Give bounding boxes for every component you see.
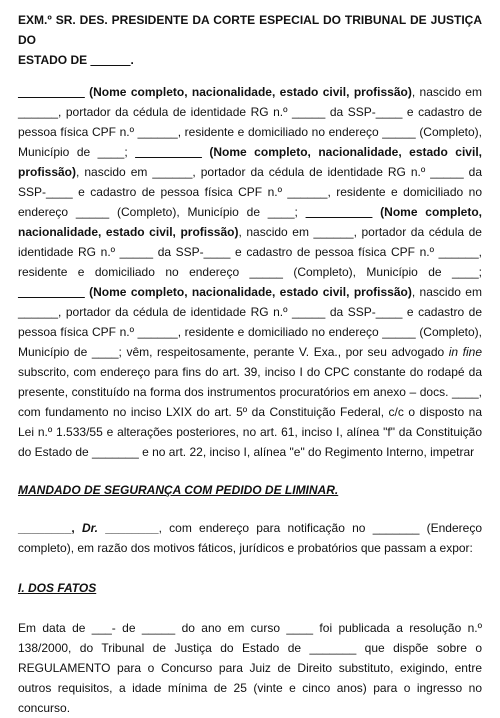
legal-basis-text: subscrito, com endereço para fins do art. 39, inciso I do CPC constante do rodapé da presente, constituído na forma dos instrumentos procuratórios em anexo – docs. ____, com fundamento no inciso LXIX do art. 5º da Constituição Federal, c/c o disposto na Lei n.º 1.533/55 e alterações posteriores, no art. 61, inciso I, alínea "f" da Constituição do Estado de _______ e no art. 22, inciso I, alínea "e" do Regimento Interno, impetrar [18,365,482,459]
party-details: , nascido em ______, portador da cédula de identidade RG n.º _____ da SSP-____ e cadastro de pessoa física CPF n.º ______, residente e domiciliado no endereço _____ (Completo), Município de ____; vêm, respeitosamente, perante V. Exa., por seu advogado [18,285,482,359]
section-heading-dos-fatos: I. DOS FATOS [18,581,97,595]
facts-paragraph: Em data de ___- de _____ do ano em curso ____ foi publicada a resolução n.º 138/2000, do Tribunal de Justiça do Estado de _______ que dispõe sobre o REGULAMENTO para o Concurso para Juiz de Direito substituto, exigindo, entre outros requisitos, a idade mínima de 25 (vinte e cinco anos) para o ingresso no concurso. [18,621,482,715]
party-details: , nascido em ______, portador da cédula de identidade RG n.º _____ da SSP-____ e cadastro de pessoa física CPF n.º ______, residente e domiciliado no endereço _____ (Completo), Município de ____; [18,225,482,279]
state-blank: ______ [90,53,131,67]
header-line-1: EXM.º SR. DES. PRESIDENTE DA CORTE ESPECIAL DO TRIBUNAL DE JUSTIÇA DO [18,13,482,47]
party-details: , nascido em ______, portador da cédula de identidade RG n.º _____ da SSP-____ e cadastro de pessoa física CPF n.º ______, residente e domiciliado no endereço _____ (Completo), Município de ____; [18,85,482,159]
party-descriptor: (Nome completo, nacionalidade, estado civil, profissão) [84,85,412,99]
respondent-name-blank: ________ [97,521,159,535]
header-line-2-end: . [130,53,134,67]
qualification-paragraph [18,82,482,462]
respondent-title: Dr. [81,521,98,535]
party-descriptor: (Nome completo, nacionalidade, estado civil, profissão) [18,145,482,179]
name-blank: __________ [305,205,373,219]
name-blank: __________ [18,285,85,299]
name-blank: __________ [135,145,202,159]
respondent-blank: ________, [18,521,82,535]
party-descriptor: (Nome completo, nacionalidade, estado civil, profissão) [84,285,412,299]
respondent-details: , com endereço para notificação no _______ (Endereço completo), em razão dos motivos fáticos, jurídicos e probatórios que passam a expor: [18,521,483,555]
name-blank: __________ [18,85,85,99]
latin-term: in fine [448,345,482,359]
section-heading-mandado: MANDADO DE SEGURANÇA COM PEDIDO DE LIMINAR. [18,483,339,497]
header-line-2: ESTADO DE [18,53,91,67]
party-details: , nascido em ______, portador da cédula de identidade RG n.º _____ da SSP-____ e cadastro de pessoa física CPF n.º ______, residente e domiciliado no endereço _____ (Completo), Município de ____; [18,165,482,219]
respondent-paragraph [18,518,482,558]
document-header [18,10,482,70]
party-descriptor: (Nome completo, nacionalidade, estado civil, profissão) [18,205,482,239]
document-page [18,10,482,718]
